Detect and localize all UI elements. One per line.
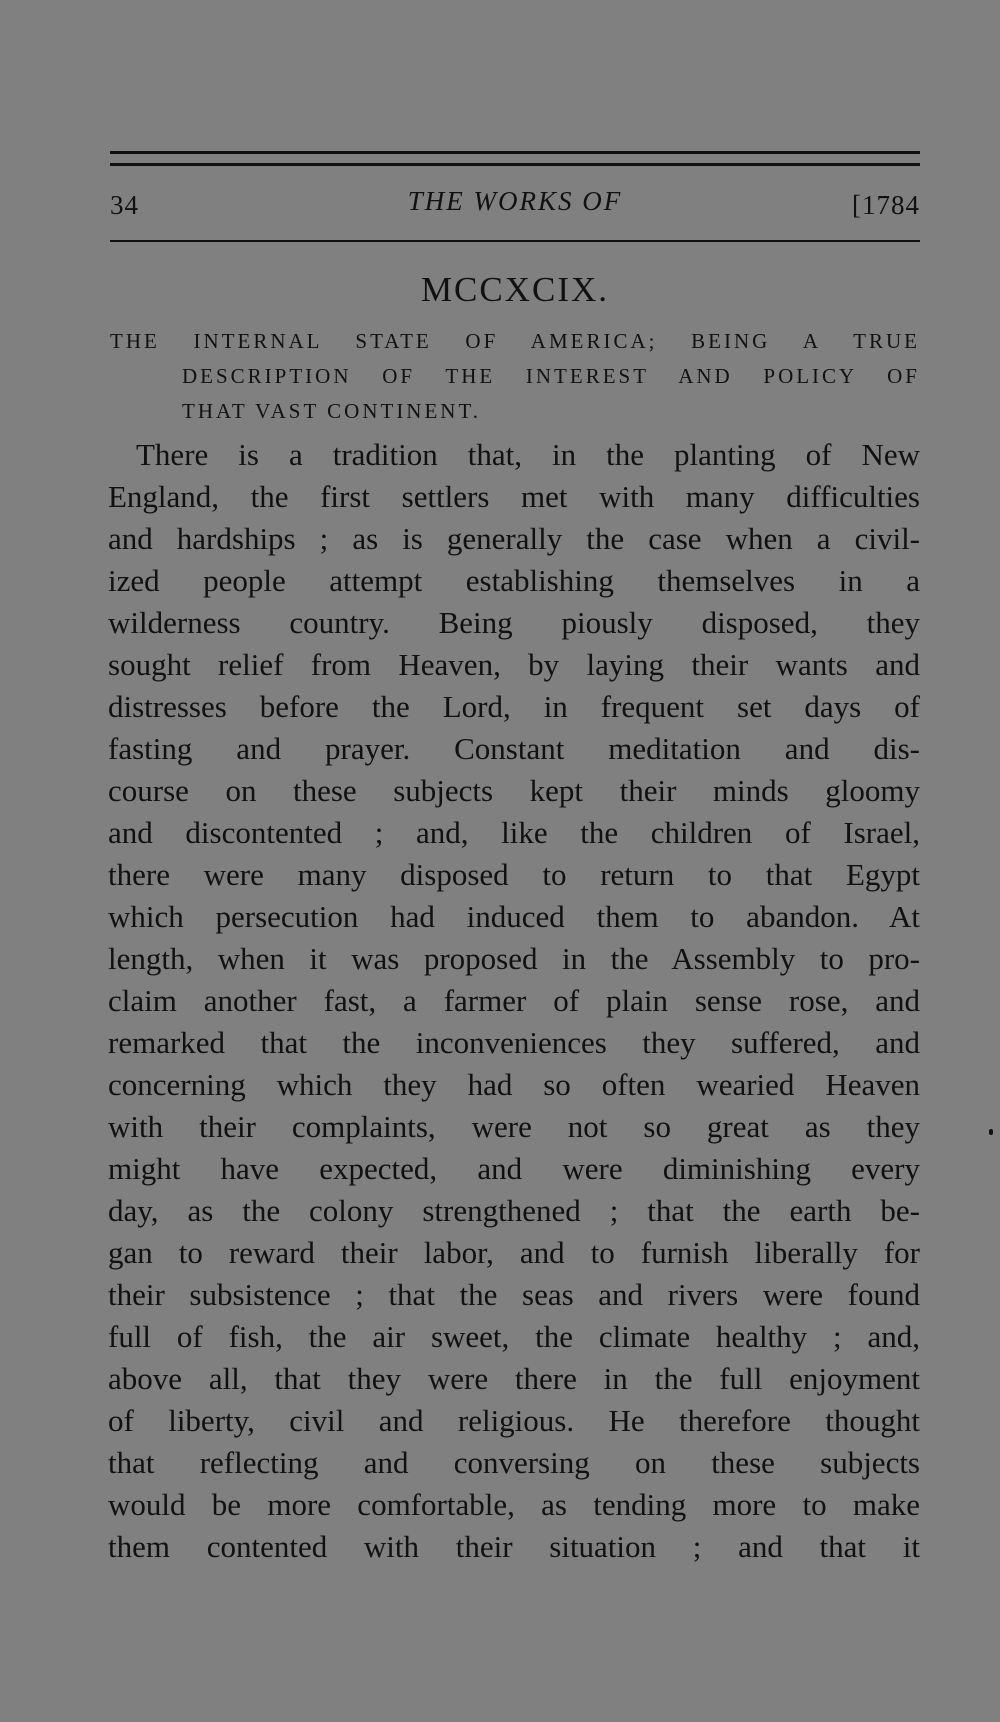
entry-heading-line: THAT VAST CONTINENT. bbox=[182, 399, 481, 423]
body-line: them contented with their situation ; and that it bbox=[108, 1529, 920, 1564]
body-line: course on these subjects kept their minds gloomy bbox=[108, 773, 920, 808]
body-line: concerning which they had so often wearied Heaven bbox=[108, 1067, 920, 1102]
top-double-rule-upper bbox=[110, 151, 920, 154]
body-line: and discontented ; and, like the children of Israel, bbox=[108, 815, 920, 850]
running-year: [1784 bbox=[852, 190, 920, 220]
body-line: wilderness country. Being piously disposed, they bbox=[108, 605, 920, 640]
body-line: which persecution had induced them to abandon. At bbox=[108, 899, 920, 934]
body-line: claim another fast, a farmer of plain sense rose, and bbox=[108, 983, 920, 1018]
body-line: ized people attempt establishing themselves in a bbox=[108, 563, 920, 598]
body-line: remarked that the inconveniences they suffered, and bbox=[108, 1025, 920, 1060]
body-line: there were many disposed to return to that Egypt bbox=[108, 857, 920, 892]
entry-heading-line: THE INTERNAL STATE OF AMERICA; BEING A TRUE bbox=[110, 329, 920, 353]
body-line: that reflecting and conversing on these subjects bbox=[108, 1445, 920, 1480]
body-line: would be more comfortable, as tending more to make bbox=[108, 1487, 920, 1522]
body-line: length, when it was proposed in the Assembly to pro- bbox=[108, 941, 920, 976]
header-rule bbox=[110, 240, 920, 242]
body-line: sought relief from Heaven, by laying their wants and bbox=[108, 647, 920, 682]
margin-mark bbox=[989, 1129, 993, 1135]
body-line: above all, that they were there in the full enjoyment bbox=[108, 1361, 920, 1396]
body-line: with their complaints, were not so great as they bbox=[108, 1109, 920, 1144]
body-line: England, the first settlers met with many difficulties bbox=[108, 479, 920, 514]
body-line: fasting and prayer. Constant meditation and dis- bbox=[108, 731, 920, 766]
entry-heading bbox=[110, 324, 920, 429]
body-text bbox=[108, 434, 920, 1568]
body-line: There is a tradition that, in the planting of New bbox=[136, 437, 920, 472]
body-line: might have expected, and were diminishing every bbox=[108, 1151, 920, 1186]
body-line: of liberty, civil and religious. He therefore thought bbox=[108, 1403, 920, 1438]
body-line: and hardships ; as is generally the case when a civil- bbox=[108, 521, 920, 556]
entry-number: MCCXCIX. bbox=[420, 270, 610, 309]
running-head bbox=[110, 186, 920, 226]
running-title: THE WORKS OF bbox=[407, 186, 623, 216]
page-number: 34 bbox=[110, 190, 139, 220]
body-line: full of fish, the air sweet, the climate healthy ; and, bbox=[108, 1319, 920, 1354]
entry-heading-line: DESCRIPTION OF THE INTEREST AND POLICY OF bbox=[182, 364, 920, 388]
top-double-rule-lower bbox=[110, 163, 920, 166]
body-line: distresses before the Lord, in frequent set days of bbox=[108, 689, 920, 724]
body-line: day, as the colony strengthened ; that the earth be- bbox=[108, 1193, 920, 1228]
body-line: their subsistence ; that the seas and rivers were found bbox=[108, 1277, 920, 1312]
body-line: gan to reward their labor, and to furnish liberally for bbox=[108, 1235, 920, 1270]
